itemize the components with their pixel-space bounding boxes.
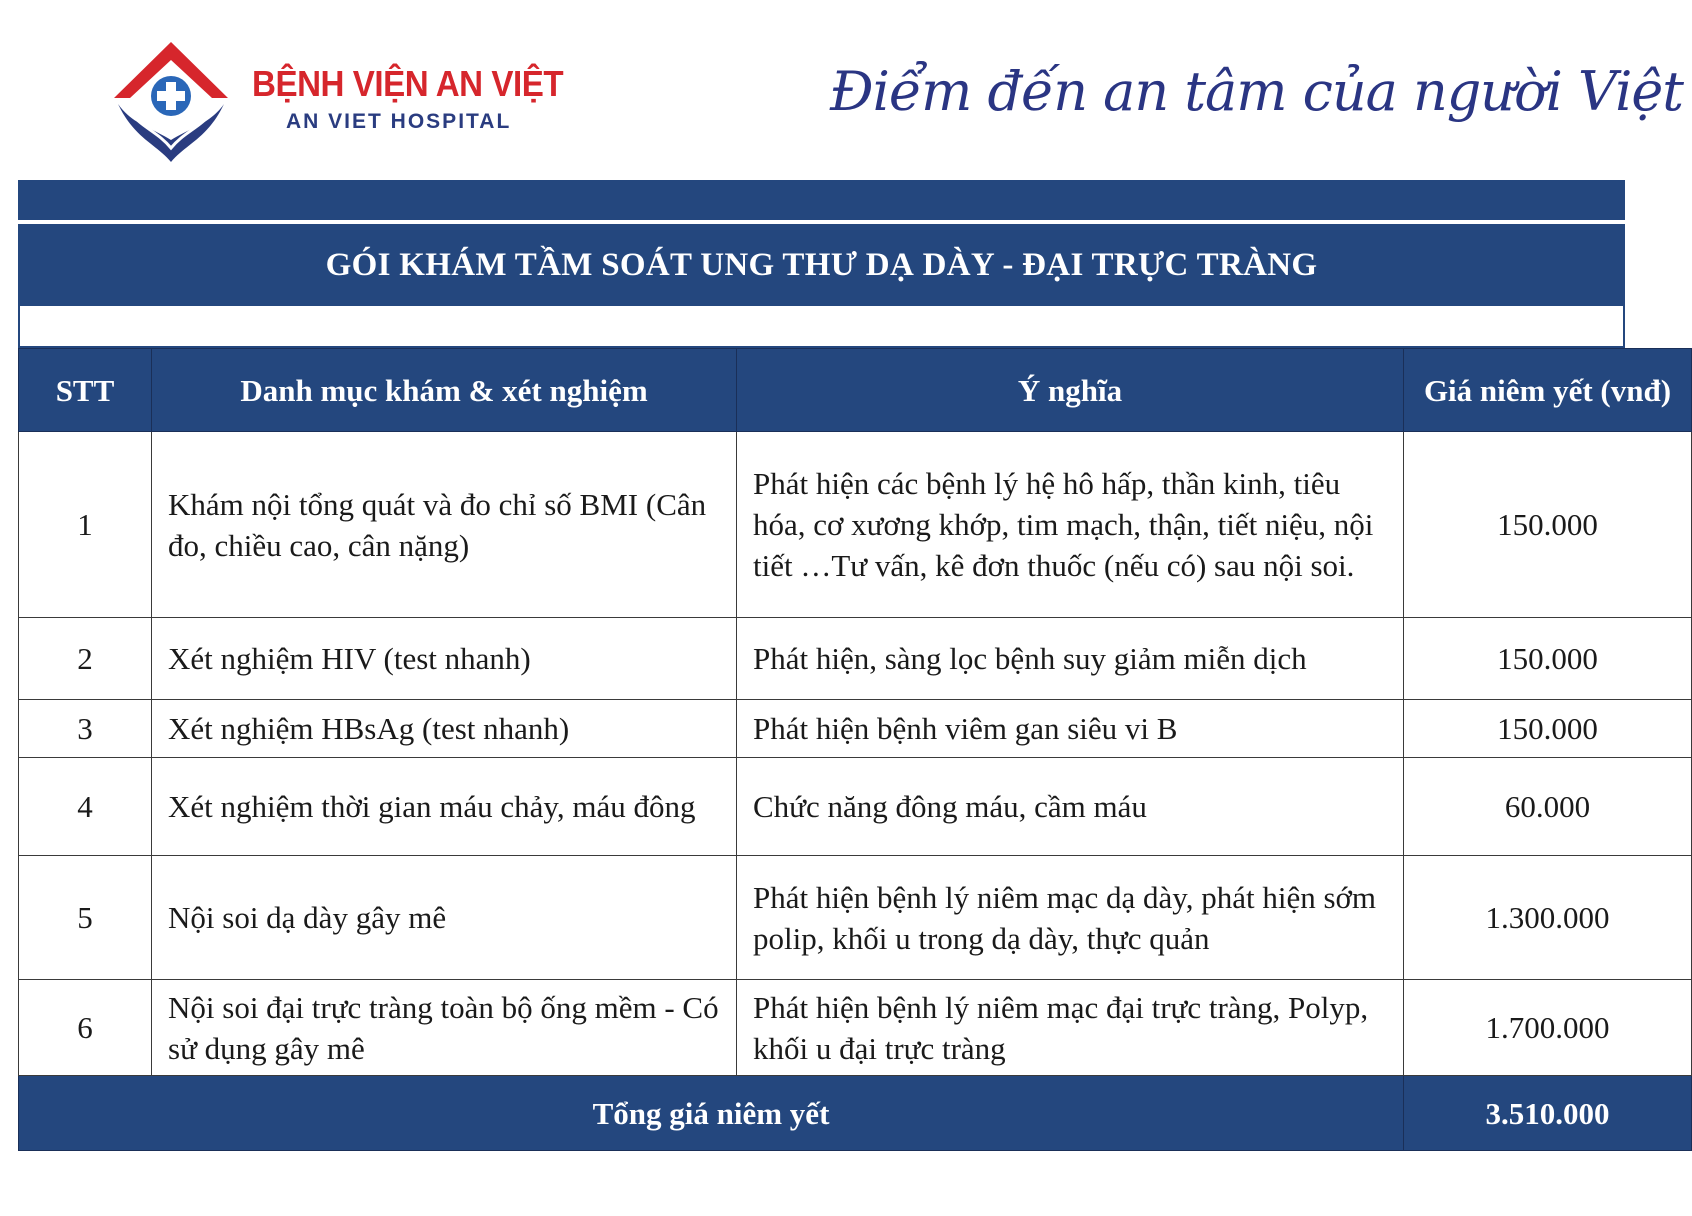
row-item: Xét nghiệm HBsAg (test nhanh) (152, 700, 737, 758)
package-title: GÓI KHÁM TẦM SOÁT UNG THƯ DẠ DÀY - ĐẠI TRỰC TRÀNG (18, 224, 1625, 306)
row-price: 150.000 (1404, 700, 1692, 758)
price-table-section (18, 180, 1672, 1151)
row-stt: 4 (19, 758, 152, 856)
row-price: 1.700.000 (1404, 980, 1692, 1076)
row-meaning: Chức năng đông máu, cầm máu (737, 758, 1404, 856)
row-meaning: Phát hiện bệnh lý niêm mạc dạ dày, phát hiện sớm polip, khối u trong dạ dày, thực quản (737, 856, 1404, 980)
page-header (0, 0, 1684, 180)
total-row (19, 1076, 1692, 1151)
row-item: Xét nghiệm HIV (test nhanh) (152, 618, 737, 700)
row-item: Nội soi đại trực tràng toàn bộ ống mềm - Có sử dụng gây mê (152, 980, 737, 1076)
row-stt: 6 (19, 980, 152, 1076)
table-row (19, 618, 1692, 700)
row-price: 150.000 (1404, 432, 1692, 618)
table-header-row (19, 349, 1692, 432)
table-row (19, 700, 1692, 758)
col-header-stt: STT (19, 349, 152, 432)
spacer-band (18, 306, 1625, 348)
price-table (18, 348, 1692, 1151)
top-decorative-band (18, 180, 1625, 224)
total-label: Tổng giá niêm yết (19, 1076, 1404, 1151)
table-row (19, 856, 1692, 980)
total-value: 3.510.000 (1404, 1076, 1692, 1151)
hospital-name-vn: BỆNH VIỆN AN VIỆT (252, 63, 564, 104)
row-price: 1.300.000 (1404, 856, 1692, 980)
row-stt: 3 (19, 700, 152, 758)
hospital-house-hands-icon (112, 40, 230, 164)
row-meaning: Phát hiện, sàng lọc bệnh suy giảm miễn dịch (737, 618, 1404, 700)
table-row (19, 758, 1692, 856)
col-header-item: Danh mục khám & xét nghiệm (152, 349, 737, 432)
row-meaning: Phát hiện bệnh lý niêm mạc đại trực tràng, Polyp, khối u đại trực tràng (737, 980, 1404, 1076)
row-item: Nội soi dạ dày gây mê (152, 856, 737, 980)
table-row (19, 432, 1692, 618)
hospital-name-en: AN VIET HOSPITAL (286, 110, 512, 133)
row-stt: 5 (19, 856, 152, 980)
row-price: 60.000 (1404, 758, 1692, 856)
hospital-slogan: Điểm đến an tâm của người Việt (830, 60, 1684, 123)
row-meaning: Phát hiện bệnh viêm gan siêu vi B (737, 700, 1404, 758)
hospital-logo-text (252, 64, 590, 134)
row-price: 150.000 (1404, 618, 1692, 700)
row-item: Xét nghiệm thời gian máu chảy, máu đông (152, 758, 737, 856)
row-stt: 1 (19, 432, 152, 618)
row-item: Khám nội tổng quát và đo chỉ số BMI (Cân đo, chiều cao, cân nặng) (152, 432, 737, 618)
row-stt: 2 (19, 618, 152, 700)
table-row (19, 980, 1692, 1076)
row-meaning: Phát hiện các bệnh lý hệ hô hấp, thần kinh, tiêu hóa, cơ xương khớp, tim mạch, thận, tiết niệu, nội tiết …Tư vấn, kê đơn thuốc (nếu có) sau nội soi. (737, 432, 1404, 618)
col-header-price: Giá niêm yết (vnđ) (1404, 349, 1692, 432)
col-header-meaning: Ý nghĩa (737, 349, 1404, 432)
